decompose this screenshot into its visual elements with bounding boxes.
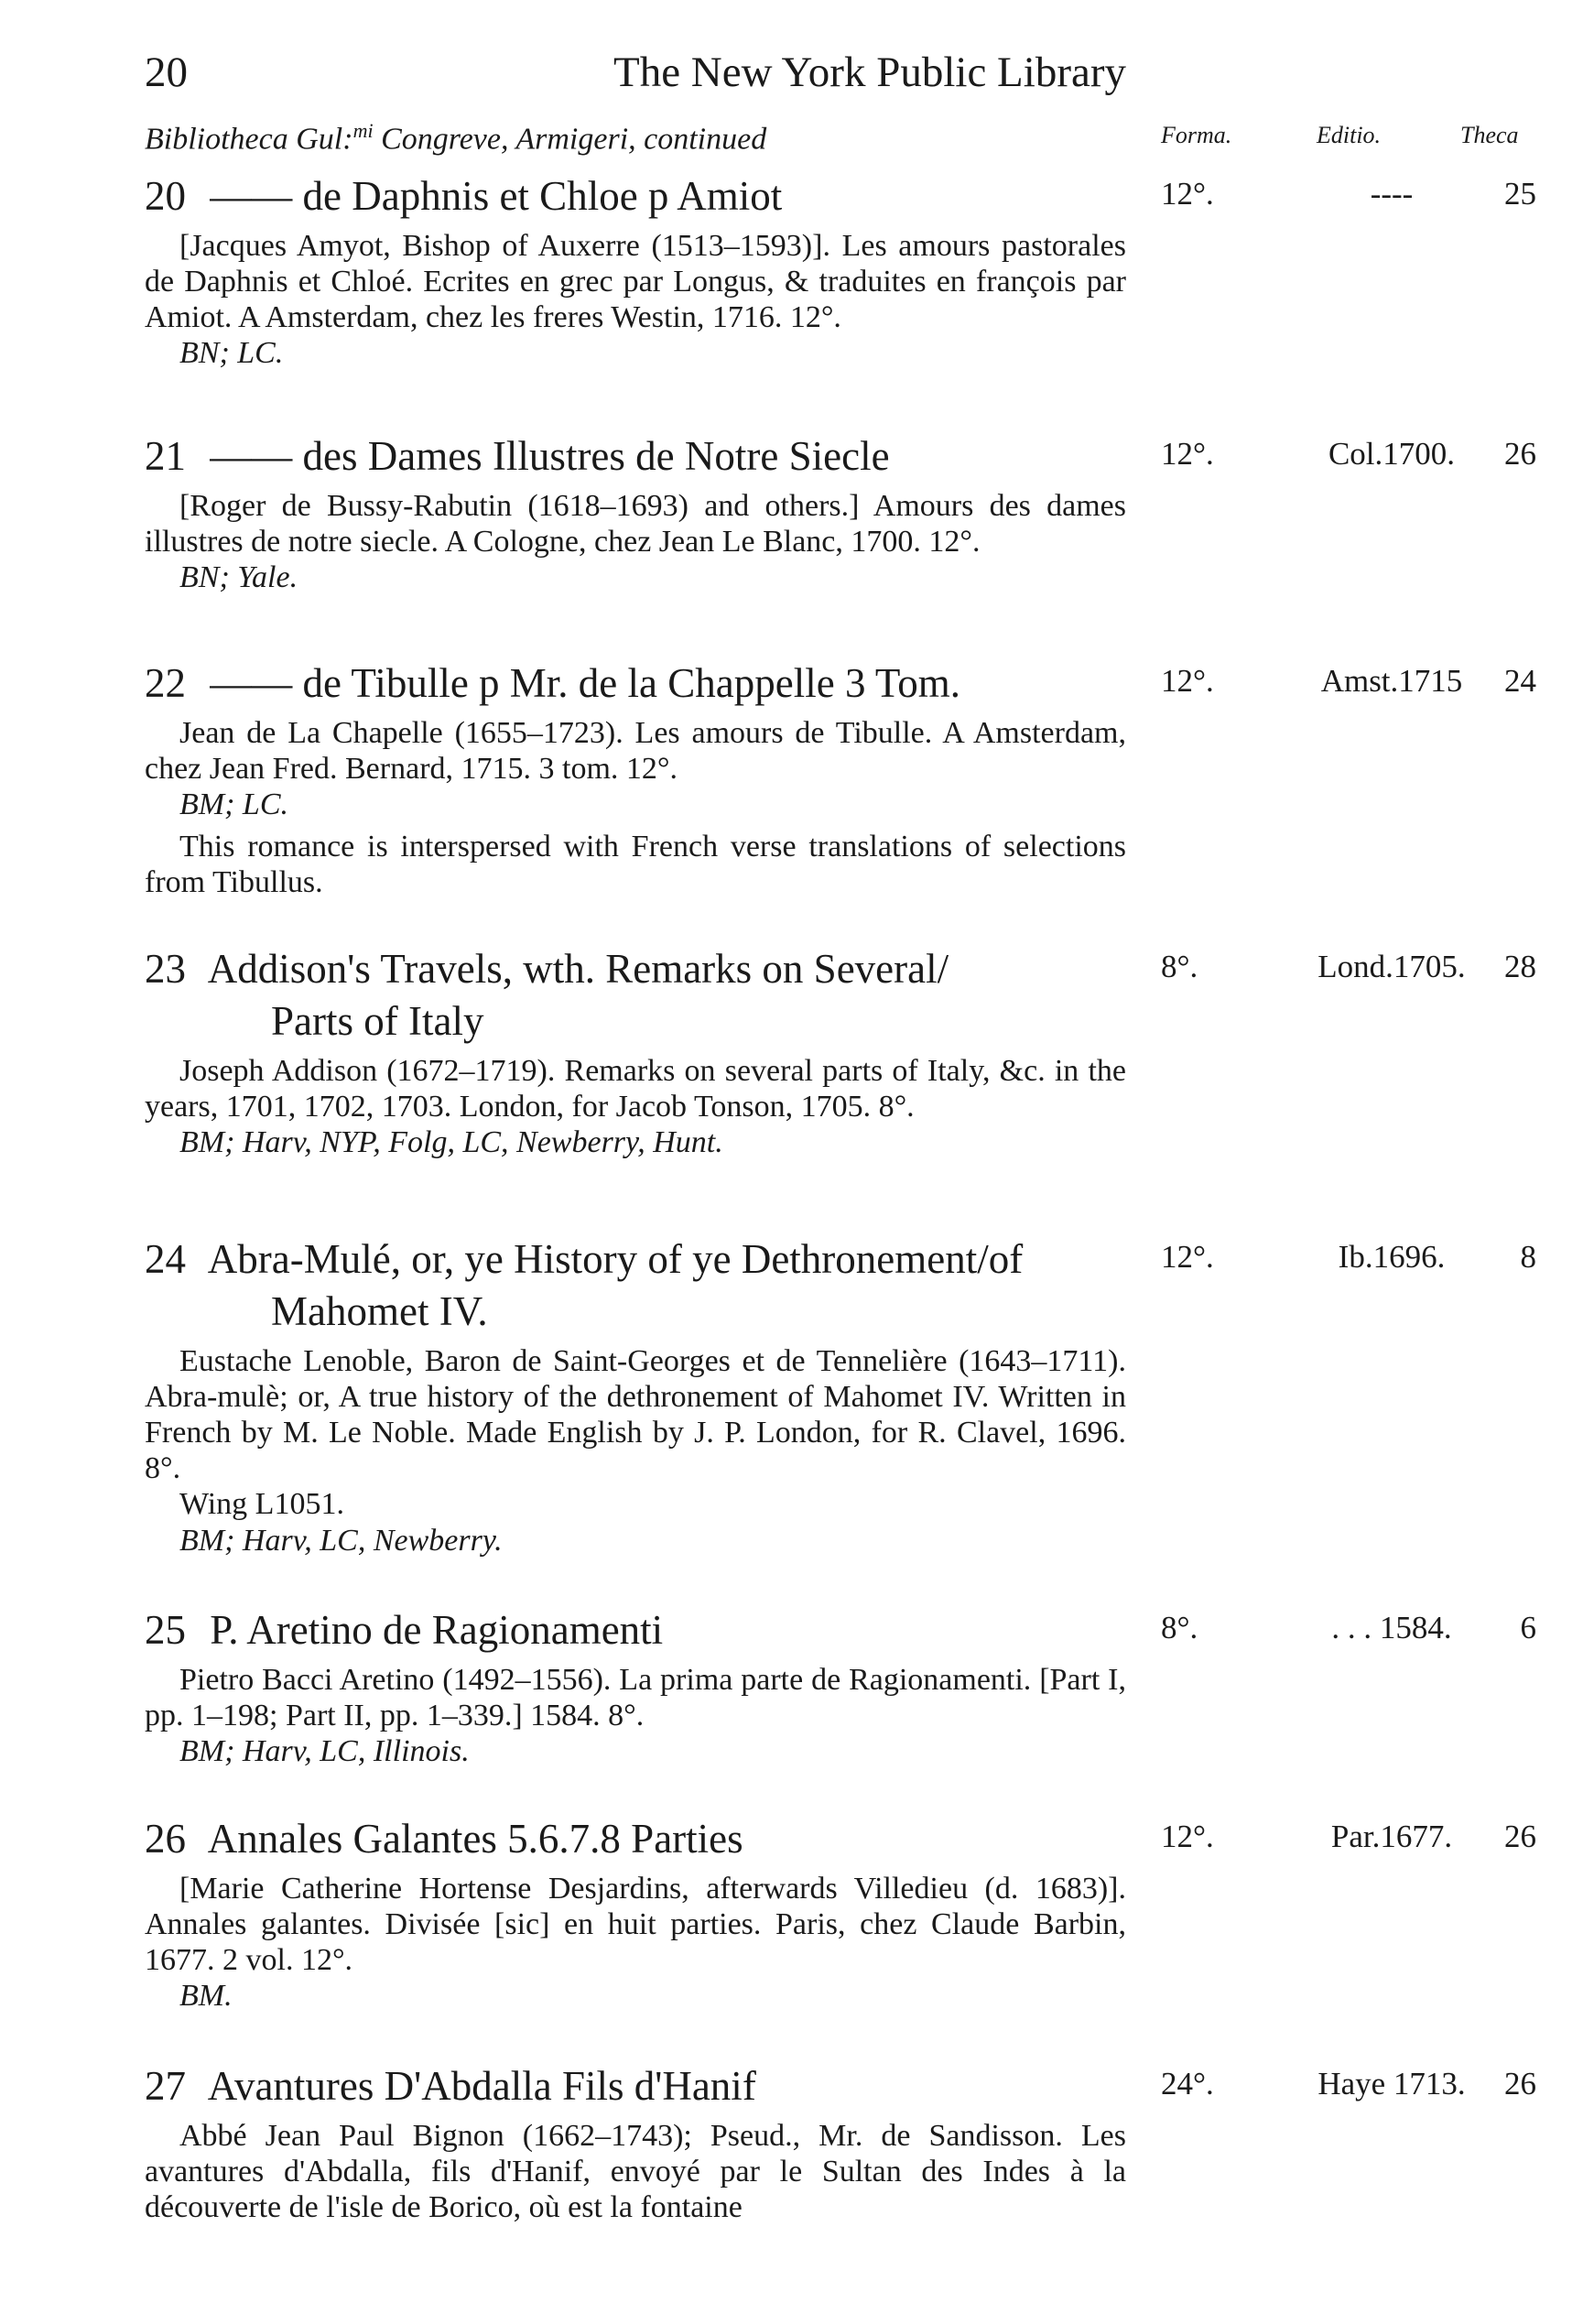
entry-title (145, 943, 1126, 1048)
theca-column-heading: Theca (1460, 122, 1519, 148)
entry-title (145, 2060, 1126, 2112)
entry-editio: Lond.1705. (1317, 949, 1466, 984)
entry-title-text: —— de Tibulle p Mr. de la Chappelle 3 Tom. (210, 660, 960, 706)
catalogue-entry (145, 1233, 1536, 1559)
entry-locations: BN; LC. (179, 336, 284, 370)
entry-forma: 12°. (1161, 436, 1214, 472)
entry-number: 27 (145, 2063, 186, 2109)
entry-forma: 8°. (1161, 949, 1198, 984)
entry-forma: 12°. (1161, 1819, 1214, 1854)
entry-locations: BM. (179, 1979, 233, 2013)
catalogue-heading-prefix: Bibliotheca Gul: (145, 122, 353, 157)
entry-number: 24 (145, 1236, 186, 1282)
page-header (145, 48, 1126, 103)
entry-theca: 24 (1504, 663, 1536, 699)
entry-locations: BM; Harv, LC, Illinois. (179, 1734, 470, 1768)
catalogue-entry (145, 657, 1536, 900)
entry-description: Abbé Jean Paul Bignon (1662–1743); Pseud., Mr. de Sandisson. Les avantures d'Abdalla, fils d'Hanif, envoyé par le Sultan des Indes à la découverte de l'isle de Borico, où est la fontaine (145, 2119, 1126, 2224)
entry-theca: 26 (1504, 2066, 1536, 2101)
catalogue-heading-sup: mi (352, 119, 374, 142)
entry-locations: BM; LC. (179, 787, 288, 821)
entry-editio: Ib.1696. (1338, 1239, 1446, 1275)
entry-title-text: —— de Daphnis et Chloe p Amiot (210, 173, 783, 219)
entry-forma: 12°. (1161, 663, 1214, 699)
entry-title-text: Avantures D'Abdalla Fils d'Hanif (207, 2063, 756, 2109)
catalogue-entry (145, 1604, 1536, 1770)
entry-number: 20 (145, 173, 186, 219)
running-title: The New York Public Library (613, 49, 1126, 96)
entry-editio: Col.1700. (1328, 436, 1456, 472)
entry-title (145, 170, 1126, 223)
entry-title-text: Abra-Mulé, or, ye History of ye Dethronement/of (207, 1236, 1024, 1282)
entry-theca: 28 (1504, 949, 1536, 984)
entry-description: Pietro Bacci Aretino (1492–1556). La prima parte de Ragionamenti. [Part I, pp. 1–198; Part II, pp. 1–339.] 1584. 8°. (145, 1663, 1126, 1732)
entry-forma: 8°. (1161, 1610, 1198, 1645)
entry-editio: Haye 1713. (1317, 2066, 1466, 2101)
forma-column-heading: Forma. (1161, 122, 1232, 148)
entry-title (145, 1813, 1126, 1865)
entry-note: This romance is interspersed with French verse translations of selections from Tibullus. (145, 830, 1126, 899)
entry-title-continuation: Mahomet IV. (271, 1288, 488, 1334)
entry-theca: 26 (1504, 436, 1536, 472)
entry-forma: 12°. (1161, 1239, 1214, 1275)
entry-theca: 25 (1504, 176, 1536, 212)
entry-title-text: —— des Dames Illustres de Notre Siecle (210, 433, 890, 479)
entry-description: Eustache Lenoble, Baron de Saint-Georges et de Tennelière (1643–1711). Abra-mulè; or, A true history of the dethronement of Mahomet IV. Written in French by M. Le Noble. Made English by J. P. London, for R. Clavel, 1696. 8°. (145, 1344, 1126, 1485)
entry-locations: BM; Harv, NYP, Folg, LC, Newberry, Hunt. (179, 1125, 723, 1159)
entry-theca: 26 (1504, 1819, 1536, 1854)
catalogue-entry (145, 430, 1536, 596)
entry-title (145, 657, 1126, 710)
entry-title (145, 430, 1126, 483)
catalogue-entry (145, 1813, 1536, 2014)
editio-column-heading: Editio. (1317, 122, 1382, 148)
entry-theca: 8 (1520, 1239, 1536, 1275)
entry-number: 22 (145, 660, 186, 706)
entry-title (145, 1233, 1126, 1338)
entry-locations: BN; Yale. (179, 560, 298, 594)
catalogue-entry (145, 170, 1536, 372)
entry-number: 25 (145, 1607, 186, 1653)
entry-number: 23 (145, 946, 186, 992)
entry-description: Joseph Addison (1672–1719). Remarks on several parts of Italy, &c. in the years, 1701, 1702, 1703. London, for Jacob Tonson, 1705. 8°. (145, 1054, 1126, 1124)
entry-editio: ---- (1370, 176, 1414, 212)
catalogue-heading (145, 119, 766, 157)
entry-title (145, 1604, 1126, 1656)
entry-title-text: P. Aretino de Ragionamenti (210, 1607, 664, 1653)
entry-theca: 6 (1520, 1610, 1536, 1645)
page-number: 20 (145, 49, 188, 96)
entry-number: 21 (145, 433, 186, 479)
catalogue-entry (145, 2060, 1536, 2225)
entry-description: [Jacques Amyot, Bishop of Auxerre (1513–1593)]. Les amours pastorales de Daphnis et Chloé. Ecrites en grec par Longus, & traduites en françois par Amiot. A Amsterdam, chez les freres Westin, 1716. 12°. (145, 229, 1126, 334)
entry-reference: Wing L1051. (179, 1487, 344, 1521)
catalogue-entry (145, 943, 1536, 1161)
entry-editio: Par.1677. (1330, 1819, 1453, 1854)
entry-description: Jean de La Chapelle (1655–1723). Les amours de Tibulle. A Amsterdam, chez Jean Fred. Bernard, 1715. 3 tom. 12°. (145, 716, 1126, 786)
entry-title-text: Addison's Travels, wth. Remarks on Several/ (207, 946, 949, 992)
entry-forma: 24°. (1161, 2066, 1214, 2101)
entry-title-continuation: Parts of Italy (271, 998, 484, 1044)
entry-forma: 12°. (1161, 176, 1214, 212)
entry-locations: BM; Harv, LC, Newberry. (179, 1524, 503, 1558)
entry-editio: . . . 1584. (1331, 1610, 1452, 1645)
entry-number: 26 (145, 1816, 186, 1862)
entry-description: [Roger de Bussy-Rabutin (1618–1693) and others.] Amours des dames illustres de notre siecle. A Cologne, chez Jean Le Blanc, 1700. 12°. (145, 489, 1126, 559)
entry-description: [Marie Catherine Hortense Desjardins, afterwards Villedieu (d. 1683)]. Annales galantes. Divisée [sic] en huit parties. Paris, chez Claude Barbin, 1677. 2 vol. 12°. (145, 1872, 1126, 1977)
entry-editio: Amst.1715 (1320, 663, 1463, 699)
catalogue-heading-suffix: Congreve, Armigeri, continued (373, 122, 767, 157)
entry-title-text: Annales Galantes 5.6.7.8 Parties (207, 1816, 743, 1862)
